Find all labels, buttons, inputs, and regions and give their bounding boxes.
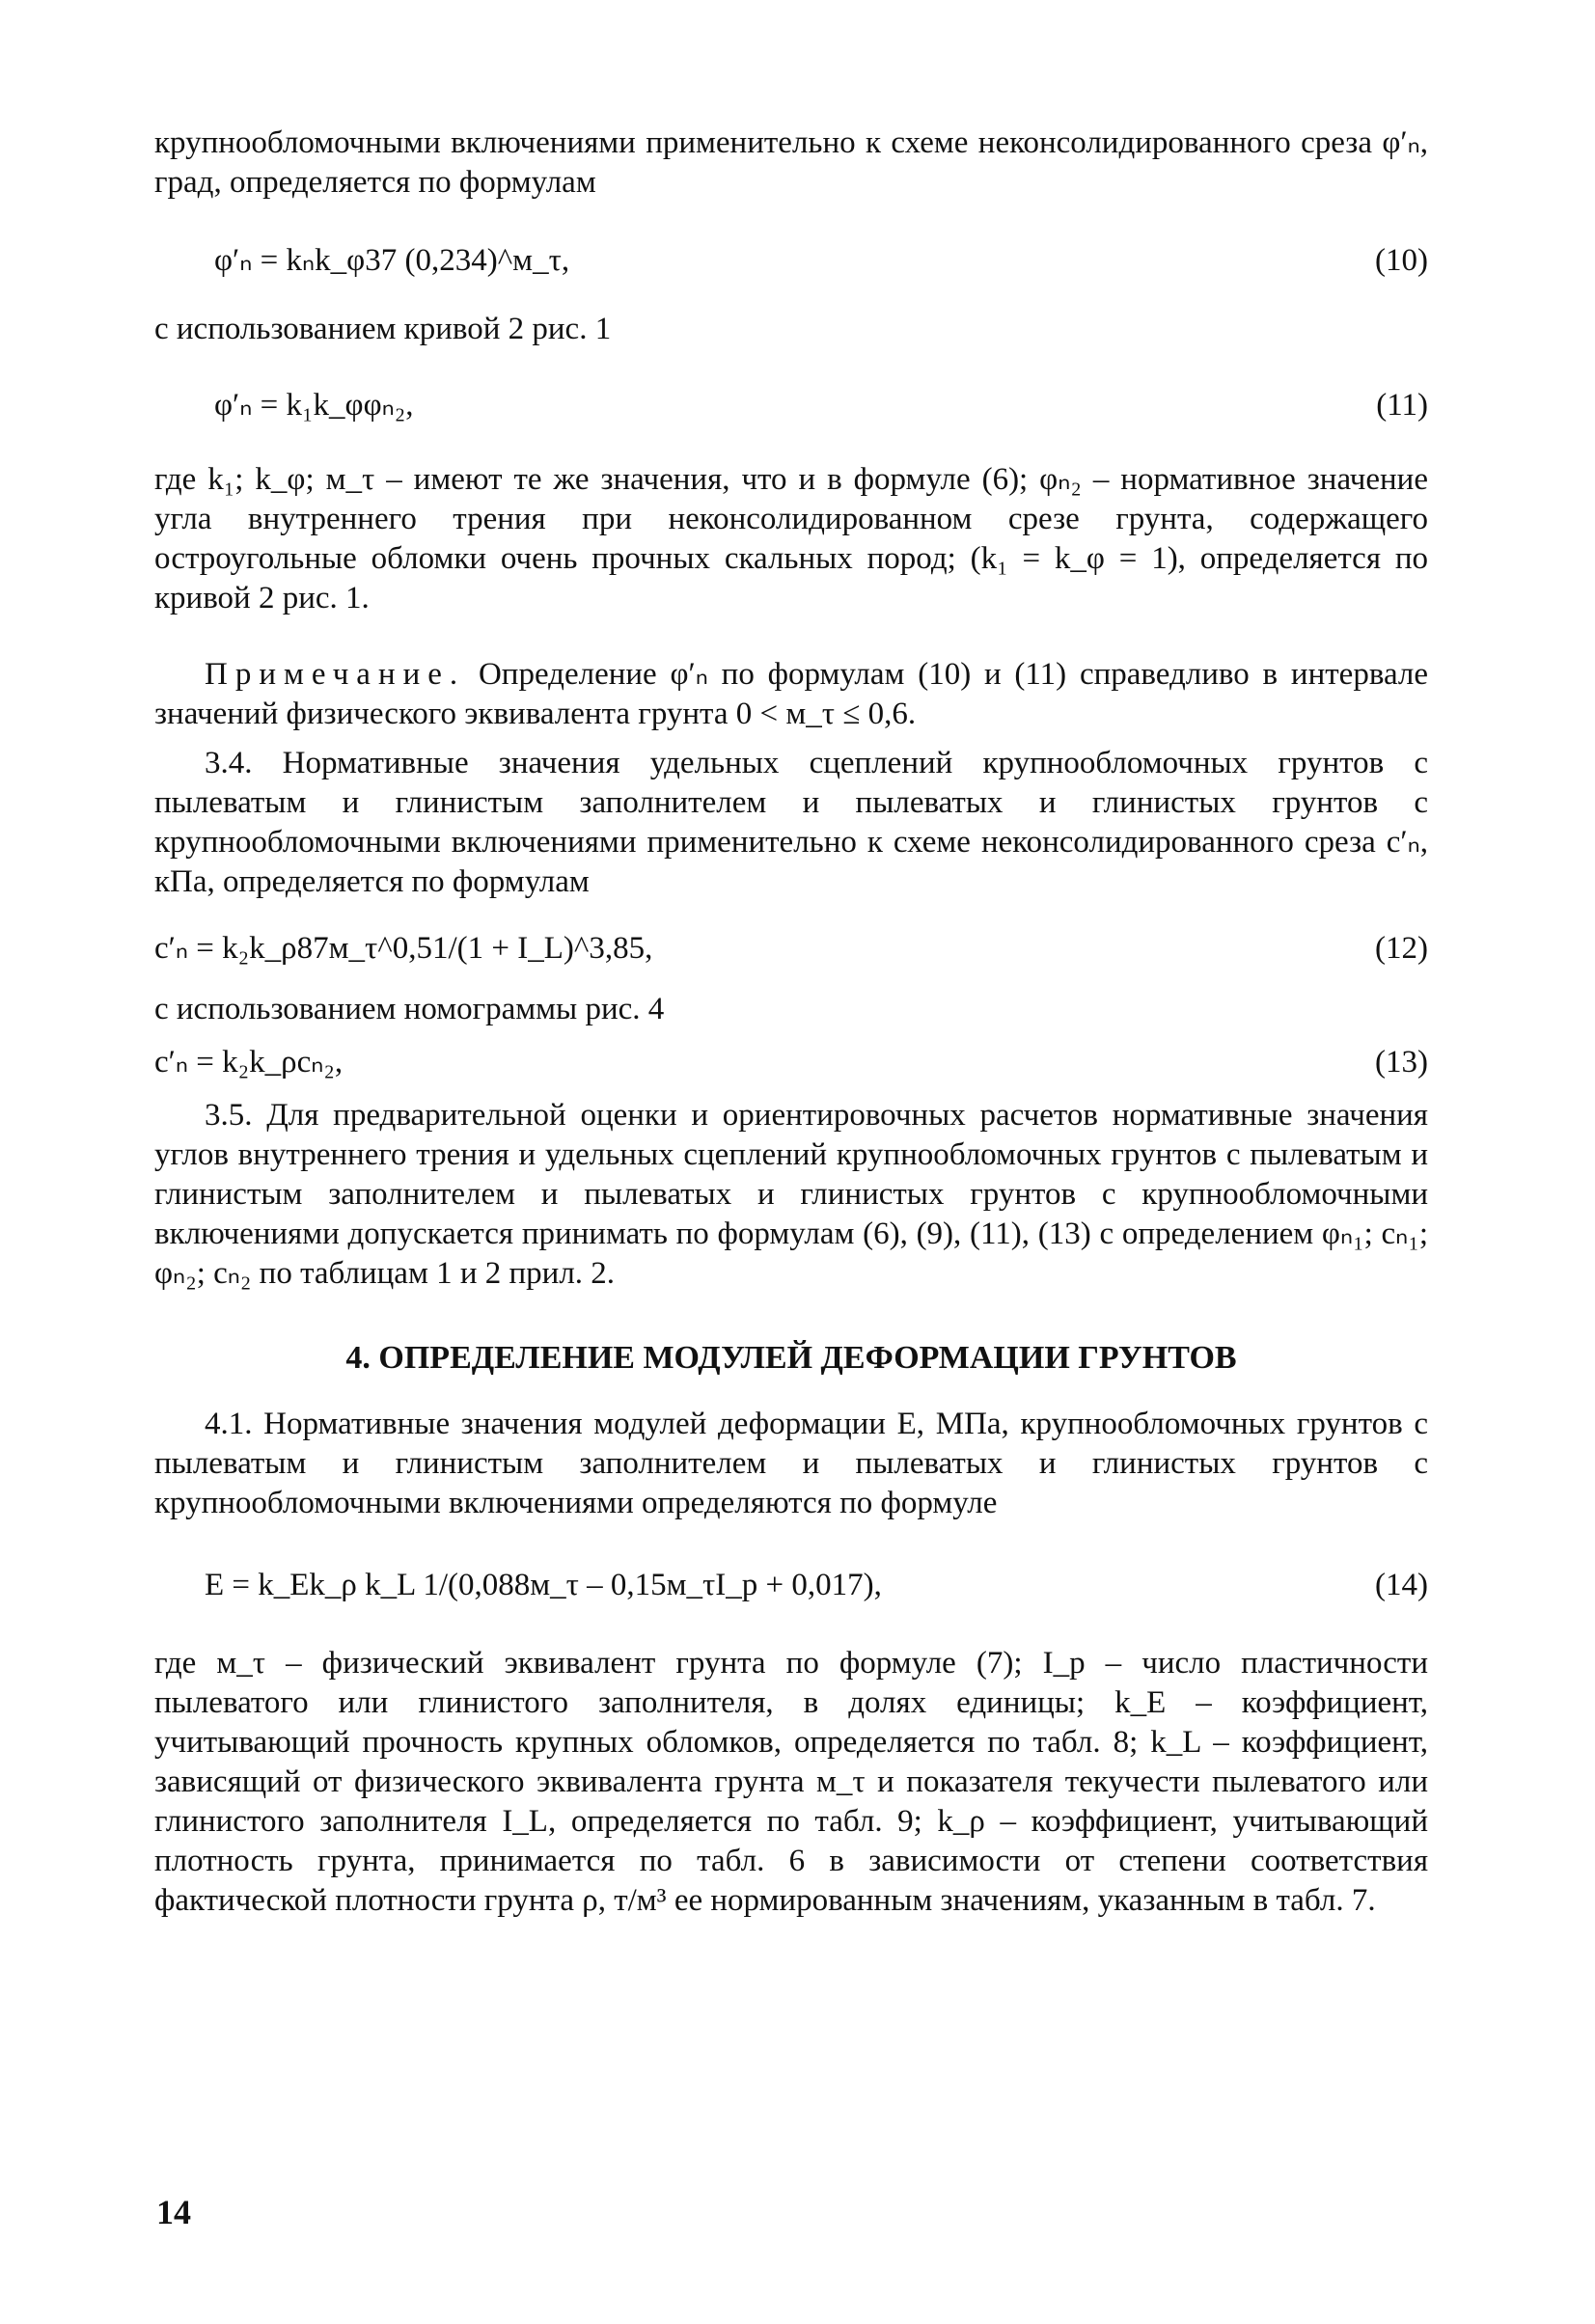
paragraph-curve: с использованием кривой 2 рис. 1 [154, 312, 612, 346]
formula-13-number: (13) [1375, 1045, 1428, 1080]
formula-13 [154, 1043, 1428, 1082]
paragraph-intro: крупнообломочными включениями применительно к схеме неконсолидированного среза φ′ₙ, град, определяется по формулам [154, 125, 1428, 200]
note-label: Примечание. [205, 657, 466, 692]
paragraph-nomogram: с использованием номограммы рис. 4 [154, 992, 665, 1026]
formula-10 [154, 241, 1428, 281]
note-text: Определение φ′ₙ по формулам (10) и (11) справедливо в интервале значений физического эквивалента грунта 0 < м_τ ≤ 0,6. [154, 657, 1429, 731]
formula-11 [154, 386, 1428, 425]
note-paragraph [154, 655, 1428, 734]
page-number: 14 [156, 2193, 191, 2231]
formula-12 [154, 929, 1428, 969]
formula-10-expression: φ′ₙ = kₙk_φ37 (0,234)^м_τ, [214, 243, 570, 278]
formula-14 [154, 1566, 1428, 1605]
paragraph-3-4: 3.4. Нормативные значения удельных сцеплений крупнообломочных грунтов с пылеватым и глинистым заполнителем и пылеватых и глинистых грунтов с крупнообломочными включениями применительно к схеме неконсолидированного среза c′ₙ, кПа, определяется по формулам [154, 746, 1428, 899]
formula-11-expression: φ′ₙ = k₁k_φφₙ₂, [214, 388, 414, 423]
formula-14-expression: E = k_Ek_ρ k_L 1/(0,088м_τ – 0,15м_τI_p + 0,017), [205, 1568, 882, 1602]
document-body [154, 123, 1428, 1921]
paragraph-3-5: 3.5. Для предварительной оценки и ориентировочных расчетов нормативные значения углов внутреннего трения и удельных сцеплений крупнообломочных грунтов с пылеватым и глинистым заполнителем и пылеватых и глинистых грунтов с крупнообломочными включениями допускается принимать по формулам (6), (9), (11), (13) с определением φₙ₁; cₙ₁; φₙ₂; cₙ₂ по таблицам 1 и 2 прил. 2. [154, 1098, 1428, 1291]
formula-12-expression: c′ₙ = k₂k_ρ87м_τ^0,51/(1 + I_L)^3,85, [154, 931, 653, 966]
formula-12-number: (12) [1375, 931, 1428, 966]
formula-11-number: (11) [1376, 388, 1428, 423]
paragraph-4-1: 4.1. Нормативные значения модулей деформации E, МПа, крупнообломочных грунтов с пылеватым и глинистым заполнителем и пылеватых и глинистых грунтов с крупнообломочными включениями определяются по формуле [154, 1407, 1428, 1520]
paragraph-where: где k₁; k_φ; м_τ – имеют те же значения, что и в формуле (6); φₙ₂ – нормативное значение угла внутреннего трения при неконсолидированном срезе грунта, содержащего остроугольные обломки очень прочных скальных пород; (k₁ = k_φ = 1), определяется по кривой 2 рис. 1. [154, 462, 1428, 615]
formula-14-number: (14) [1375, 1568, 1428, 1602]
paragraph-definitions: где м_τ – физический эквивалент грунта по формуле (7); I_p – число пластичности пылеватого или глинистого заполнителя, в долях единицы; k_E – коэффициент, учитывающий прочность крупных обломков, определяется по табл. 8; k_L – коэффициент, зависящий от физического эквивалента грунта м_τ и показателя текучести пылеватого или глинистого заполнителя I_L, определяется по табл. 9; k_ρ – коэффициент, учитывающий плотность грунта, принимается по табл. 6 в зависимости от степени соответствия фактической плотности грунта ρ, т/м³ ее нормированным значениям, указанным в табл. 7. [154, 1646, 1428, 1918]
formula-13-expression: c′ₙ = k₂k_ρcₙ₂, [154, 1045, 344, 1080]
formula-10-number: (10) [1375, 243, 1428, 278]
section-heading-4: 4. ОПРЕДЕЛЕНИЕ МОДУЛЕЙ ДЕФОРМАЦИИ ГРУНТОВ [345, 1340, 1237, 1376]
